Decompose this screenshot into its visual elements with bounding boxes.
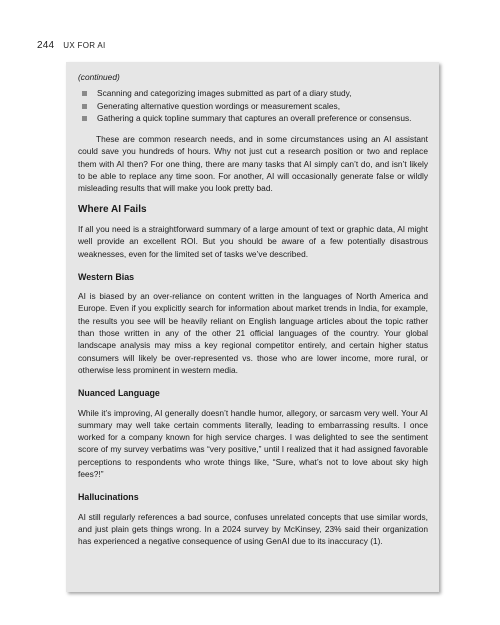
book-title: UX FOR AI (63, 41, 106, 50)
list-item (78, 87, 428, 99)
list-item-text: Generating alternative question wordings or measurement scales, (97, 100, 341, 111)
subsection-heading-western-bias: Western Bias (78, 271, 135, 282)
square-bullet-icon (82, 104, 87, 109)
running-header (37, 40, 106, 51)
list-item-text: Scanning and categorizing images submitted as part of a diary study, (97, 88, 352, 99)
bullet-list (78, 87, 428, 124)
list-item-text: Gathering a quick topline summary that captures an overall preference or consensus. (97, 112, 412, 123)
list-item (78, 100, 428, 112)
subsection-paragraph-western-bias: AI is biased by an over-reliance on content written in the languages of North America and Europe. Even if you explicitly search for information about market trends in India, for example, the results you see will be heavily reliant on English language articles about the topic rather than those written in any of the other 21 official languages of the country. Your global landscape analysis may miss a key regional competitor entirely, and certain higher status consumers will likely be over-represented vs. those who are lower income, more rural, or otherwise less prominent in western media. (78, 291, 428, 375)
list-item (78, 112, 428, 124)
sidebar-box (66, 62, 439, 592)
section-heading: Where AI Fails (78, 203, 147, 215)
square-bullet-icon (82, 116, 87, 121)
section-paragraph: If all you need is a straightforward summary of a large amount of text or graphic data, AI might well provide an excellent ROI. But you should be aware of a few potentially disastrous weaknesses, even for the limited set of tasks we’ve described. (78, 223, 428, 259)
subsection-paragraph-hallucinations: AI still regularly references a bad source, confuses unrelated concepts that use similar words, and just plain gets things wrong. In a 2024 survey by McKinsey, 23% said their organization has experienced a negative consequence of using GenAI due to its inaccuracy (1). (78, 511, 428, 547)
subsection-heading-hallucinations: Hallucinations (78, 492, 139, 503)
continued-label: (continued) (78, 72, 120, 82)
intro-paragraph: These are common research needs, and in some circumstances using an AI assistant could save you hundreds of hours. Why not just cut a research position or two and replace them with AI then? For one thing, there are many tasks that AI simply can’t do, and isn’t likely to be able to replace any time soon. For another, AI will occasionally generate false or wildly misleading results that will make you look pretty bad. (78, 134, 428, 194)
square-bullet-icon (82, 91, 87, 96)
subsection-paragraph-nuanced-language: While it’s improving, AI generally doesn’t handle humor, allegory, or sarcasm very well. Your AI summary may well take certain comments literally, leading to embarrassing results. I once worked for a company known for high service charges. I was delighted to see the sentiment score of my survey verbatims was “very positive,” until I realized that it had assigned favorable perceptions to respondents who wrote things like, “Sure, what’s not to love about sky high fees?!” (78, 407, 428, 480)
subsection-heading-nuanced-language: Nuanced Language (78, 388, 160, 399)
page-number: 244 (37, 40, 55, 51)
